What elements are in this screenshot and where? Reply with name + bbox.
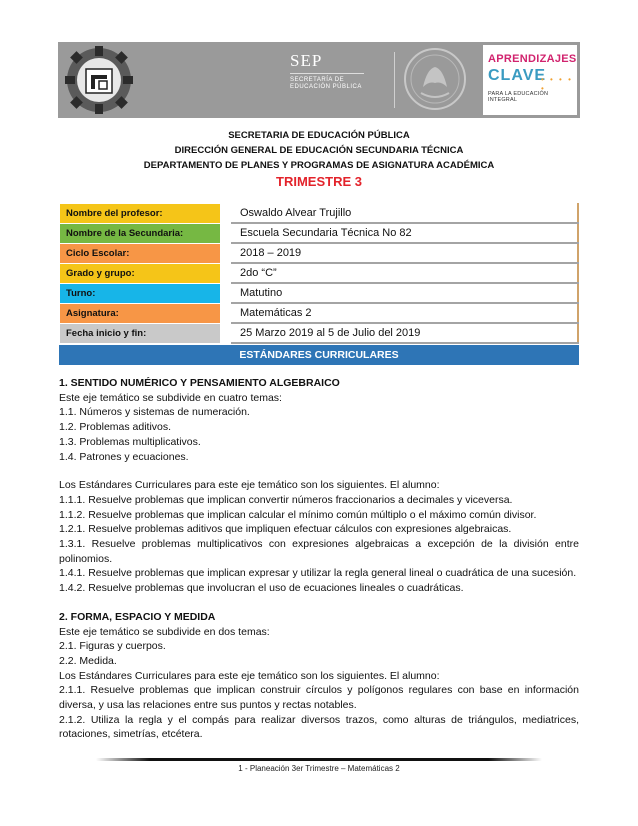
standards-intro: Los Estándares Curriculares para este eje temático son los siguientes. El alumno: xyxy=(59,669,440,682)
cell-spacer xyxy=(221,303,232,323)
cell-spacer xyxy=(221,204,232,224)
footer-text: 1 - Planeación 3er Trimestre – Matemáticas 2 xyxy=(238,764,400,773)
secundaria-value: Escuela Secundaria Técnica No 82 xyxy=(232,223,579,243)
cell-spacer xyxy=(221,243,232,263)
paragraph-gap xyxy=(59,464,579,478)
header-banner xyxy=(58,42,580,118)
cell-spacer xyxy=(221,283,232,303)
title-line-1: SECRETARIA DE EDUCACIÓN PÚBLICA xyxy=(228,130,410,141)
title-line-2: DIRECCIÓN GENERAL DE EDUCACIÓN SECUNDARIA TÉCNICA xyxy=(174,145,464,156)
standard-item: 1.3.1. Resuelve problemas multiplicativos con expresiones algebraicas a excepción de la división entre polinomios. xyxy=(59,538,579,565)
cell-spacer xyxy=(221,323,232,343)
section-1-intro: Este eje temático se subdivide en cuatro temas: xyxy=(59,391,282,404)
info-row-turno xyxy=(60,283,579,303)
topic-item: 1.3. Problemas multiplicativos. xyxy=(59,435,201,448)
section-2-intro: Este eje temático se subdivide en dos temas: xyxy=(59,625,270,638)
school-gear-logo xyxy=(64,45,134,115)
mexico-seal-icon xyxy=(403,47,467,111)
aprendizajes-clave: CLAVE xyxy=(488,67,547,84)
topic-item: 2.2. Medida. xyxy=(59,654,117,667)
topic-item: 1.2. Problemas aditivos. xyxy=(59,421,172,434)
dots-decoration: • • • • • xyxy=(541,75,573,93)
sep-subtitle-1: SECRETARÍA DE xyxy=(290,77,345,83)
standard-item: 2.1.1. Resuelve problemas que implican construir círculos y polígonos regulares con base en información diversa, y usa las relaciones entre sus puntos y rectas notables. xyxy=(59,684,579,712)
turno-value: Matutino xyxy=(232,283,579,303)
trimestre-title: TRIMESTRE 3 xyxy=(276,174,362,189)
topic-item: 1.4. Patrones y ecuaciones. xyxy=(59,450,189,463)
standard-item: 1.4.2. Resuelve problemas que involucran el uso de ecuaciones lineales o cuadráticas. xyxy=(59,582,464,595)
profesor-label: Nombre del profesor: xyxy=(60,204,221,224)
standards-intro: Los Estándares Curriculares para este eje temático son los siguientes. El alumno: xyxy=(59,479,440,492)
info-row-asignatura xyxy=(60,303,579,323)
title-line-3: DEPARTAMENTO DE PLANES Y PROGRAMAS DE ASIGNATURA ACADÉMICA xyxy=(143,160,495,171)
info-row-ciclo xyxy=(60,243,579,263)
topic-item: 2.1. Figuras y cuerpos. xyxy=(59,640,166,653)
aprendizajes-clave-logo xyxy=(483,45,577,115)
ciclo-value: 2018 – 2019 xyxy=(232,243,579,263)
info-row-profesor xyxy=(60,204,579,224)
standard-item: 1.2.1. Resuelve problemas aditivos que impliquen efectuar cálculos con expresiones algebraicas. xyxy=(59,523,512,536)
section-header: ESTÁNDARES CURRICULARES xyxy=(59,345,579,365)
cell-spacer xyxy=(221,263,232,283)
info-row-fecha xyxy=(60,323,579,343)
info-row-secundaria xyxy=(60,223,579,243)
aprendizajes-subtitle: PARA LA EDUCACIÓN INTEGRAL xyxy=(488,91,549,103)
asignatura-value: Matemáticas 2 xyxy=(232,303,579,323)
footer-rule xyxy=(96,758,542,761)
section-2-heading: 2. FORMA, ESPACIO Y MEDIDA xyxy=(59,610,216,623)
sep-logo xyxy=(290,52,390,108)
fecha-label: Fecha inicio y fin: xyxy=(60,323,221,343)
banner-divider xyxy=(394,52,395,108)
profesor-value: Oswaldo Alvear Trujillo xyxy=(232,204,579,224)
grado-label: Grado y grupo: xyxy=(60,263,221,283)
standard-item: 1.4.1. Resuelve problemas que implican expresar y utilizar la regla general lineal o cuadrática de una sucesión. xyxy=(59,567,577,580)
aprendizajes-title: APRENDIZAJES xyxy=(488,53,577,65)
fecha-value: 25 Marzo 2019 al 5 de Julio del 2019 xyxy=(232,323,579,343)
grado-value: 2do “C” xyxy=(232,263,579,283)
turno-label: Turno: xyxy=(60,283,221,303)
sep-title: SEP xyxy=(290,51,323,70)
cell-spacer xyxy=(221,223,232,243)
sep-subtitle-2: EDUCACIÓN PÚBLICA xyxy=(290,84,362,90)
topic-item: 1.1. Números y sistemas de numeración. xyxy=(59,406,250,419)
standard-item: 1.1.1. Resuelve problemas que implican convertir números fraccionarios a decimales y viceversa. xyxy=(59,493,513,506)
standard-item: 2.1.2. Utiliza la regla y el compás para realizar diversos trazos, como alturas de triángulos, mediatrices, rotaciones, simetrías, etcétera. xyxy=(59,713,579,741)
standard-item: 1.1.2. Resuelve problemas que implican calcular el mínimo común múltiplo o el máximo común divisor. xyxy=(59,508,537,521)
document-body xyxy=(59,376,579,742)
ciclo-label: Ciclo Escolar: xyxy=(60,243,221,263)
paragraph-gap xyxy=(59,596,579,610)
info-table xyxy=(59,203,579,344)
document-titles xyxy=(0,128,638,191)
section-1-heading: 1. SENTIDO NUMÉRICO Y PENSAMIENTO ALGEBRAICO xyxy=(59,377,340,389)
info-row-grado xyxy=(60,263,579,283)
secundaria-label: Nombre de la Secundaria: xyxy=(60,223,221,243)
asignatura-label: Asignatura: xyxy=(60,303,221,323)
sep-divider xyxy=(290,73,364,74)
